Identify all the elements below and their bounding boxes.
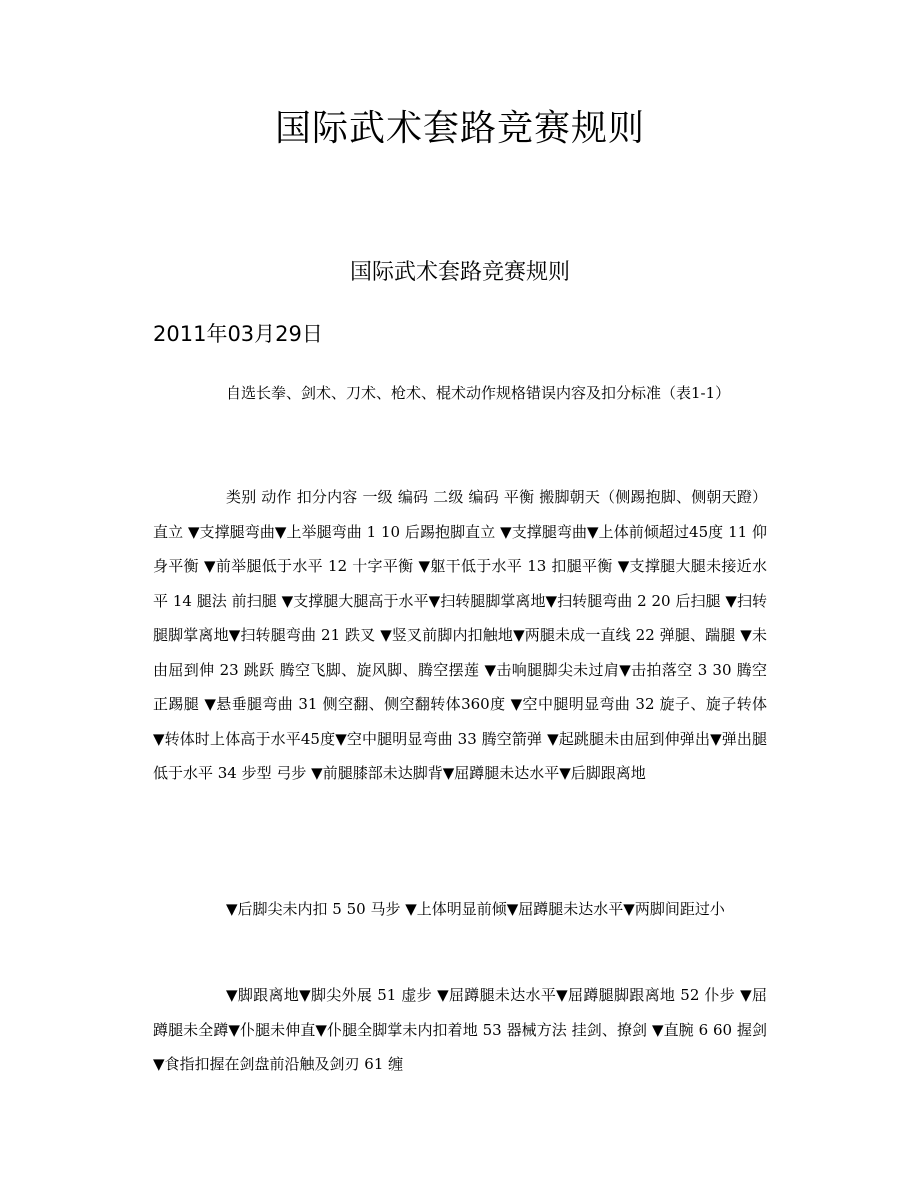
publish-date: 2011年03月29日 (153, 322, 323, 346)
article-title: 国际武术套路竞赛规则 (349, 260, 570, 285)
paragraph-intro: 自选长拳、剑术、刀术、枪术、棍术动作规格错误内容及扣分标准（表1-1） (226, 384, 731, 402)
paragraph-continuation-2: ▼脚跟离地▼脚尖外展 51 虚步 ▼屈蹲腿未达水平▼屈蹲腿脚跟离地 52 仆步 ▼屈蹲腿未全蹲▼仆腿未伸直▼仆腿全脚掌未内扣着地 53 器械方法 挂剑、撩剑 ▼直腕 6 60 握剑 ▼食指扣握在剑盘前沿触及剑刃 61 缠 (153, 986, 767, 1073)
main-title: 国际武术套路竞赛规则 (274, 108, 645, 149)
paragraph-continuation-1: ▼后脚尖未内扣 5 50 马步 ▼上体明显前倾▼屈蹲腿未达水平▼两脚间距过小 (226, 900, 725, 918)
paragraph-table-content: 类别 动作 扣分内容 一级 编码 二级 编码 平衡 搬脚朝天（侧踢抱脚、侧朝天蹬）直立 ▼支撑腿弯曲▼上举腿弯曲 1 10 后踢抱脚直立 ▼支撑腿弯曲▼上体前倾超过45度 11 仰身平衡 ▼前举腿低于水平 12 十字平衡 ▼躯干低于水平 13 扣腿平衡 ▼支撑腿大腿未接近水平 14 腿法 前扫腿 ▼支撑腿大腿高于水平▼扫转腿脚掌离地▼扫转腿弯曲 2 20 后扫腿 ▼扫转腿脚掌离地▼扫转腿弯曲 21 跌叉 ▼竖叉前脚内扣触地▼两腿未成一直线 22 弹腿、踹腿 ▼未由屈到伸 23 跳跃 腾空飞脚、旋风脚、腾空摆莲 ▼击响腿脚尖未过肩▼击拍落空 3 30 腾空正踢腿 ▼悬垂腿弯曲 31 侧空翻、侧空翻转体360度 ▼空中腿明显弯曲 32 旋子、旋子转体 ▼转体时上体高于水平45度▼空中腿明显弯曲 33 腾空箭弹 ▼起跳腿未由屈到伸弹出▼弹出腿低于水平 34 步型 弓步 ▼前腿膝部未达脚背▼屈蹲腿未达水平▼后脚跟离地 (153, 488, 767, 782)
